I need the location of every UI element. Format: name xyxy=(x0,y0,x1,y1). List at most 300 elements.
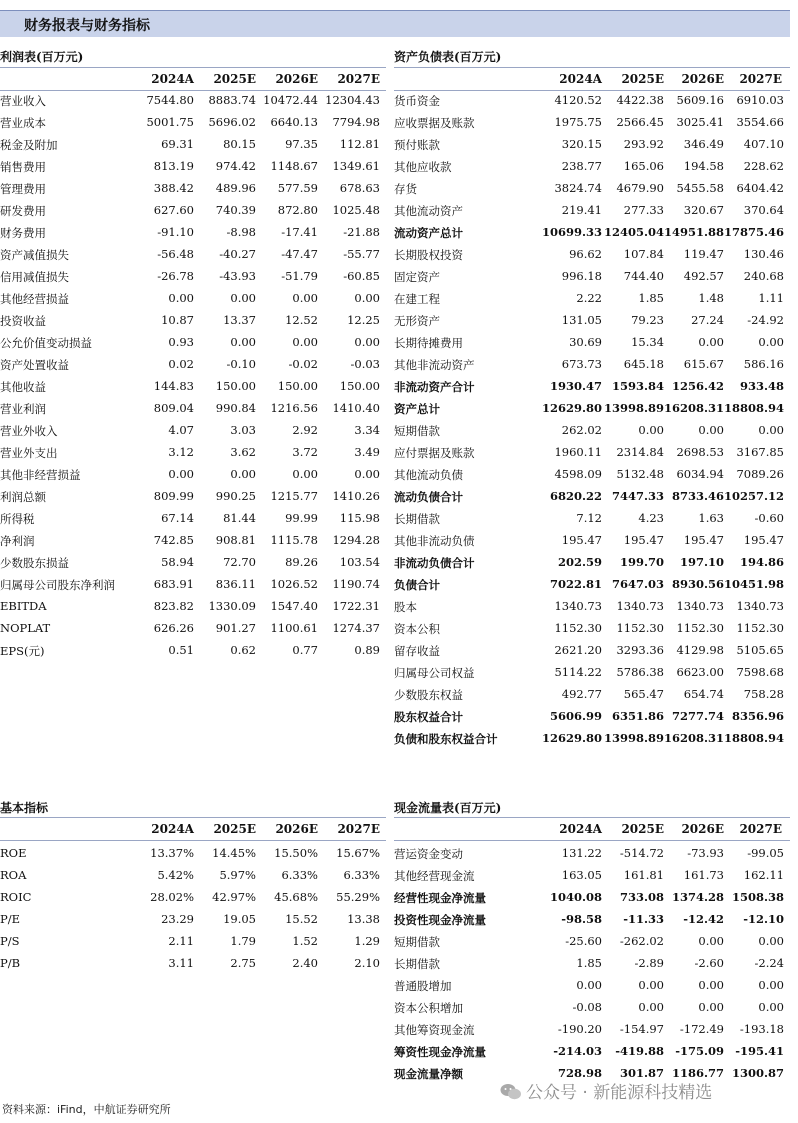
table-row xyxy=(394,134,790,156)
cell-value: 0.00 xyxy=(230,335,256,349)
table-row xyxy=(394,552,790,574)
cell-value: -175.09 xyxy=(675,1044,724,1058)
cell-value: 1152.30 xyxy=(616,621,664,635)
income-statement-title: 利润表(百万元) xyxy=(0,50,84,64)
row-label: 股东权益合计 xyxy=(394,710,463,724)
cell-value: 0.00 xyxy=(698,1000,724,1014)
cell-value: 2.11 xyxy=(168,934,194,948)
row-label: 长期借款 xyxy=(394,957,440,971)
row-label: 股本 xyxy=(394,600,417,614)
cell-value: 16208.31 xyxy=(663,401,724,415)
cell-value: 5001.75 xyxy=(146,115,194,129)
cell-value: 0.00 xyxy=(758,978,784,992)
cell-value: 1960.11 xyxy=(554,445,602,459)
table-row xyxy=(0,843,390,865)
cell-value: 194.86 xyxy=(739,555,784,569)
cell-value: 4679.90 xyxy=(616,181,664,195)
cell-value: 17875.46 xyxy=(723,225,784,239)
cell-value: 1026.52 xyxy=(270,577,318,591)
cell-value: 6910.03 xyxy=(736,93,784,107)
table-row xyxy=(0,486,390,508)
year-header: 2024A xyxy=(559,822,602,836)
row-label: 公允价值变动损益 xyxy=(0,336,92,350)
cell-value: 0.51 xyxy=(168,643,194,657)
cell-value: 5.42% xyxy=(157,868,194,882)
cell-value: -51.79 xyxy=(281,269,318,283)
balance-rows xyxy=(394,90,790,750)
cell-value: 3824.74 xyxy=(554,181,602,195)
table-row xyxy=(394,376,790,398)
cell-value: -190.20 xyxy=(557,1022,602,1036)
cell-value: 1152.30 xyxy=(736,621,784,635)
cell-value: 4.07 xyxy=(168,423,194,437)
cell-value: 0.00 xyxy=(292,467,318,481)
cell-value: 5455.58 xyxy=(676,181,724,195)
watermark xyxy=(500,1078,712,1103)
cell-value: -195.41 xyxy=(735,1044,784,1058)
cell-value: 131.05 xyxy=(561,313,602,327)
row-label: 非流动资产合计 xyxy=(394,380,475,394)
cell-value: 12629.80 xyxy=(541,731,602,745)
table-row xyxy=(0,134,390,156)
cell-value: 1975.75 xyxy=(554,115,602,129)
cell-value: 3.34 xyxy=(354,423,380,437)
cell-value: 813.19 xyxy=(153,159,194,173)
cell-value: 2.10 xyxy=(354,956,380,970)
row-label: 其他收益 xyxy=(0,380,46,394)
source-note: 资料来源：iFind，中航证券研究所 xyxy=(2,1103,171,1116)
income-header-row xyxy=(0,68,390,90)
row-label: 其他非流动资产 xyxy=(394,358,475,372)
cell-value: 0.89 xyxy=(354,643,380,657)
cell-value: 1115.78 xyxy=(270,533,318,547)
row-label: 营业利润 xyxy=(0,402,46,416)
cell-value: 683.91 xyxy=(153,577,194,591)
cell-value: 627.60 xyxy=(153,203,194,217)
cell-value: 6034.94 xyxy=(676,467,724,481)
table-row xyxy=(0,618,390,640)
cell-value: 1340.73 xyxy=(676,599,724,613)
cell-value: 1148.67 xyxy=(270,159,318,173)
cell-value: -262.02 xyxy=(619,934,664,948)
cell-value: 0.00 xyxy=(292,335,318,349)
year-header: 2025E xyxy=(213,72,256,86)
cell-value: 6623.00 xyxy=(676,665,724,679)
cell-value: 1.48 xyxy=(698,291,724,305)
cell-value: 0.00 xyxy=(758,934,784,948)
cell-value: 6.33% xyxy=(343,868,380,882)
year-header: 2026E xyxy=(681,72,724,86)
cell-value: 0.00 xyxy=(230,467,256,481)
cell-value: 0.00 xyxy=(638,423,664,437)
row-label: 在建工程 xyxy=(394,292,440,306)
cell-value: 18808.94 xyxy=(723,401,784,415)
cell-value: 5.97% xyxy=(219,868,256,882)
cell-value: 219.41 xyxy=(561,203,602,217)
cell-value: 1300.87 xyxy=(731,1066,784,1080)
row-label: 研发费用 xyxy=(0,204,46,218)
cell-value: 96.62 xyxy=(569,247,602,261)
cell-value: 58.94 xyxy=(161,555,194,569)
cell-value: 13998.89 xyxy=(603,731,664,745)
row-label: ROE xyxy=(0,846,27,860)
table-row xyxy=(0,310,390,332)
row-label: 应付票据及账款 xyxy=(394,446,475,460)
cell-value: 119.47 xyxy=(683,247,724,261)
table-row xyxy=(394,398,790,420)
cell-value: 5132.48 xyxy=(616,467,664,481)
table-row xyxy=(394,420,790,442)
cell-value: 69.31 xyxy=(161,137,194,151)
cell-value: 3.03 xyxy=(230,423,256,437)
table-row xyxy=(394,909,790,931)
cell-value: 45.68% xyxy=(274,890,318,904)
cell-value: 97.35 xyxy=(285,137,318,151)
cell-value: 1593.84 xyxy=(611,379,664,393)
cell-value: 10.87 xyxy=(161,313,194,327)
table-row xyxy=(394,953,790,975)
cell-value: 107.84 xyxy=(623,247,664,261)
year-header: 2027E xyxy=(337,822,380,836)
cell-value: 2.75 xyxy=(230,956,256,970)
cell-value: 5786.38 xyxy=(616,665,664,679)
cell-value: 150.00 xyxy=(339,379,380,393)
cell-value: 758.28 xyxy=(743,687,784,701)
table-row xyxy=(0,464,390,486)
table-row xyxy=(394,464,790,486)
cell-value: 740.39 xyxy=(215,203,256,217)
cell-value: 202.59 xyxy=(557,555,602,569)
cell-value: 3293.36 xyxy=(616,643,664,657)
cell-value: 15.50% xyxy=(274,846,318,860)
cell-value: 18808.94 xyxy=(723,731,784,745)
cell-value: -214.03 xyxy=(553,1044,602,1058)
row-label: 其他经营现金流 xyxy=(394,869,475,883)
row-label: 资本公积增加 xyxy=(394,1001,463,1015)
cell-value: 733.08 xyxy=(619,890,664,904)
cell-value: -154.97 xyxy=(619,1022,664,1036)
cell-value: 99.99 xyxy=(285,511,318,525)
cell-value: -98.58 xyxy=(561,912,602,926)
cell-value: 1330.09 xyxy=(208,599,256,613)
cell-value: 1186.77 xyxy=(671,1066,724,1080)
cell-value: 19.05 xyxy=(223,912,256,926)
cell-value: -40.27 xyxy=(219,247,256,261)
cell-value: 990.84 xyxy=(215,401,256,415)
table-row xyxy=(394,574,790,596)
row-label: 其他筹资现金流 xyxy=(394,1023,475,1037)
year-header: 2027E xyxy=(739,72,782,86)
row-label: 其他流动负债 xyxy=(394,468,463,482)
cell-value: 6.33% xyxy=(281,868,318,882)
cell-value: -2.89 xyxy=(634,956,664,970)
row-label: P/S xyxy=(0,934,20,948)
cell-value: 0.00 xyxy=(354,291,380,305)
cell-value: 489.96 xyxy=(215,181,256,195)
cell-value: 240.68 xyxy=(743,269,784,283)
table-row xyxy=(0,953,390,975)
row-label: 短期借款 xyxy=(394,935,440,949)
row-label: 非流动负债合计 xyxy=(394,556,475,570)
cell-value: 144.83 xyxy=(153,379,194,393)
basic-rows xyxy=(0,843,390,975)
table-row xyxy=(0,112,390,134)
cell-value: 42.97% xyxy=(212,890,256,904)
cell-value: 346.49 xyxy=(683,137,724,151)
cell-value: 1410.40 xyxy=(332,401,380,415)
table-row xyxy=(0,90,390,112)
cell-value: 301.87 xyxy=(619,1066,664,1080)
cell-value: -514.72 xyxy=(619,846,664,860)
balance-header-row xyxy=(394,68,790,90)
row-label: P/B xyxy=(0,956,21,970)
row-label: 归属母公司股东净利润 xyxy=(0,578,115,592)
row-label: 货币资金 xyxy=(394,94,440,108)
cell-value: 586.16 xyxy=(743,357,784,371)
table-row xyxy=(0,530,390,552)
row-label: 长期待摊费用 xyxy=(394,336,463,350)
cell-value: 293.92 xyxy=(623,137,664,151)
cell-value: 194.58 xyxy=(683,159,724,173)
cell-value: 72.70 xyxy=(223,555,256,569)
cell-value: 823.82 xyxy=(153,599,194,613)
cell-value: 28.02% xyxy=(150,890,194,904)
cell-value: 0.00 xyxy=(168,467,194,481)
cell-value: 10699.33 xyxy=(541,225,602,239)
row-label: 长期股权投资 xyxy=(394,248,463,262)
row-label: 所得税 xyxy=(0,512,35,526)
row-label: 其他流动资产 xyxy=(394,204,463,218)
table-row xyxy=(394,310,790,332)
cell-value: 112.81 xyxy=(339,137,380,151)
row-label: 销售费用 xyxy=(0,160,46,174)
cell-value: 81.44 xyxy=(223,511,256,525)
income-rows xyxy=(0,90,390,662)
table-row xyxy=(394,618,790,640)
cell-value: 2.92 xyxy=(292,423,318,437)
table-row xyxy=(0,508,390,530)
cell-value: 8733.46 xyxy=(671,489,724,503)
row-label: 长期借款 xyxy=(394,512,440,526)
cell-value: -419.88 xyxy=(615,1044,664,1058)
row-label: 少数股东权益 xyxy=(394,688,463,702)
cell-value: -12.42 xyxy=(683,912,724,926)
cell-value: -17.41 xyxy=(281,225,318,239)
row-label: 归属母公司权益 xyxy=(394,666,475,680)
table-row xyxy=(0,552,390,574)
row-label: 信用减值损失 xyxy=(0,270,69,284)
cell-value: 3554.66 xyxy=(736,115,784,129)
cell-value: 728.98 xyxy=(557,1066,602,1080)
cell-value: 0.00 xyxy=(758,335,784,349)
divider xyxy=(0,840,386,841)
year-header: 2024A xyxy=(151,822,194,836)
cell-value: 12304.43 xyxy=(325,93,380,107)
cell-value: 1349.61 xyxy=(332,159,380,173)
cell-value: 4.23 xyxy=(638,511,664,525)
cell-value: 974.42 xyxy=(215,159,256,173)
cash-rows xyxy=(394,843,790,1085)
cell-value: 12629.80 xyxy=(541,401,602,415)
cell-value: 908.81 xyxy=(215,533,256,547)
cell-value: 2621.20 xyxy=(554,643,602,657)
table-row xyxy=(394,975,790,997)
cell-value: 1.85 xyxy=(638,291,664,305)
cell-value: 1215.77 xyxy=(270,489,318,503)
cell-value: 80.15 xyxy=(223,137,256,151)
cell-value: 23.29 xyxy=(161,912,194,926)
table-row xyxy=(0,865,390,887)
cell-value: 8356.96 xyxy=(731,709,784,723)
year-header: 2027E xyxy=(337,72,380,86)
table-row xyxy=(394,706,790,728)
cell-value: 238.77 xyxy=(561,159,602,173)
cell-value: 1722.31 xyxy=(332,599,380,613)
cell-value: 16208.31 xyxy=(663,731,724,745)
divider xyxy=(394,840,790,841)
cell-value: 195.47 xyxy=(623,533,664,547)
cell-value: -91.10 xyxy=(157,225,194,239)
table-row xyxy=(394,156,790,178)
table-row xyxy=(394,200,790,222)
cell-value: 7.12 xyxy=(576,511,602,525)
cell-value: 8883.74 xyxy=(208,93,256,107)
cell-value: -0.60 xyxy=(754,511,784,525)
cell-value: 14.45% xyxy=(212,846,256,860)
cell-value: 407.10 xyxy=(743,137,784,151)
cell-value: 654.74 xyxy=(683,687,724,701)
cell-value: 0.00 xyxy=(698,423,724,437)
cell-value: 0.62 xyxy=(230,643,256,657)
table-row xyxy=(394,865,790,887)
table-row xyxy=(0,442,390,464)
cell-value: 4120.52 xyxy=(554,93,602,107)
cell-value: -99.05 xyxy=(747,846,784,860)
cell-value: 2.22 xyxy=(576,291,602,305)
table-row xyxy=(0,596,390,618)
table-row xyxy=(394,90,790,112)
cell-value: 13.37% xyxy=(150,846,194,860)
row-label: 其他非经营损益 xyxy=(0,468,81,482)
row-label: 固定资产 xyxy=(394,270,440,284)
cell-value: 115.98 xyxy=(339,511,380,525)
cell-value: 809.99 xyxy=(153,489,194,503)
cell-value: 3.72 xyxy=(292,445,318,459)
cell-value: -172.49 xyxy=(679,1022,724,1036)
cell-value: 320.15 xyxy=(561,137,602,151)
row-label: 资产减值损失 xyxy=(0,248,69,262)
table-row xyxy=(394,178,790,200)
cell-value: 2566.45 xyxy=(616,115,664,129)
row-label: 筹资性现金净流量 xyxy=(394,1045,486,1059)
cell-value: 199.70 xyxy=(619,555,664,569)
row-label: 营业外收入 xyxy=(0,424,58,438)
cell-value: -0.02 xyxy=(288,357,318,371)
cell-value: -0.10 xyxy=(226,357,256,371)
cell-value: 1547.40 xyxy=(270,599,318,613)
row-label: 少数股东损益 xyxy=(0,556,69,570)
row-label: 财务费用 xyxy=(0,226,46,240)
cell-value: 492.57 xyxy=(683,269,724,283)
cell-value: -26.78 xyxy=(157,269,194,283)
cell-value: 1100.61 xyxy=(270,621,318,635)
cell-value: 6640.13 xyxy=(270,115,318,129)
row-label: NOPLAT xyxy=(0,621,51,635)
cell-value: 1410.26 xyxy=(332,489,380,503)
cell-value: 645.18 xyxy=(623,357,664,371)
cell-value: 163.05 xyxy=(561,868,602,882)
cell-value: 492.77 xyxy=(561,687,602,701)
row-label: 应收票据及账款 xyxy=(394,116,475,130)
cell-value: 4422.38 xyxy=(616,93,664,107)
cell-value: 3.12 xyxy=(168,445,194,459)
table-row xyxy=(394,662,790,684)
cell-value: 150.00 xyxy=(215,379,256,393)
cell-value: 809.04 xyxy=(153,401,194,415)
cell-value: 5606.99 xyxy=(549,709,602,723)
cell-value: 1256.42 xyxy=(671,379,724,393)
year-header: 2024A xyxy=(559,72,602,86)
table-row xyxy=(0,909,390,931)
cell-value: 195.47 xyxy=(561,533,602,547)
row-label: ROIC xyxy=(0,890,32,904)
cell-value: 0.00 xyxy=(638,978,664,992)
cell-value: 0.93 xyxy=(168,335,194,349)
cell-value: 277.33 xyxy=(623,203,664,217)
table-row xyxy=(394,222,790,244)
cell-value: 2698.53 xyxy=(676,445,724,459)
row-label: EPS(元) xyxy=(0,644,45,658)
cell-value: 89.26 xyxy=(285,555,318,569)
cell-value: 1.29 xyxy=(354,934,380,948)
year-header: 2026E xyxy=(275,72,318,86)
cell-value: 0.00 xyxy=(698,335,724,349)
cell-value: 0.00 xyxy=(230,291,256,305)
cell-value: 1508.38 xyxy=(731,890,784,904)
table-row xyxy=(394,442,790,464)
cell-value: 388.42 xyxy=(153,181,194,195)
cell-value: 565.47 xyxy=(623,687,664,701)
cell-value: 1.63 xyxy=(698,511,724,525)
row-label: 净利润 xyxy=(0,534,35,548)
table-row xyxy=(394,288,790,310)
year-header: 2024A xyxy=(151,72,194,86)
table-row xyxy=(0,200,390,222)
table-row xyxy=(394,1019,790,1041)
row-label: 其他非流动负债 xyxy=(394,534,475,548)
row-label: 预付账款 xyxy=(394,138,440,152)
cell-value: -193.18 xyxy=(739,1022,784,1036)
cell-value: 1152.30 xyxy=(554,621,602,635)
table-row xyxy=(0,354,390,376)
cell-value: 5696.02 xyxy=(208,115,256,129)
cell-value: -8.98 xyxy=(226,225,256,239)
cell-value: 30.69 xyxy=(569,335,602,349)
cell-value: -12.10 xyxy=(743,912,784,926)
row-label: P/E xyxy=(0,912,21,926)
cell-value: 1.11 xyxy=(758,291,784,305)
table-row xyxy=(0,332,390,354)
table-row xyxy=(0,376,390,398)
cell-value: 7598.68 xyxy=(736,665,784,679)
cell-value: 872.80 xyxy=(277,203,318,217)
watermark-text: 公众号 · 新能源科技精选 xyxy=(526,1083,713,1103)
year-header: 2025E xyxy=(621,72,664,86)
cell-value: -56.48 xyxy=(157,247,194,261)
basic-indicators-title: 基本指标 xyxy=(0,801,49,815)
table-row xyxy=(394,112,790,134)
cell-value: 161.73 xyxy=(683,868,724,882)
